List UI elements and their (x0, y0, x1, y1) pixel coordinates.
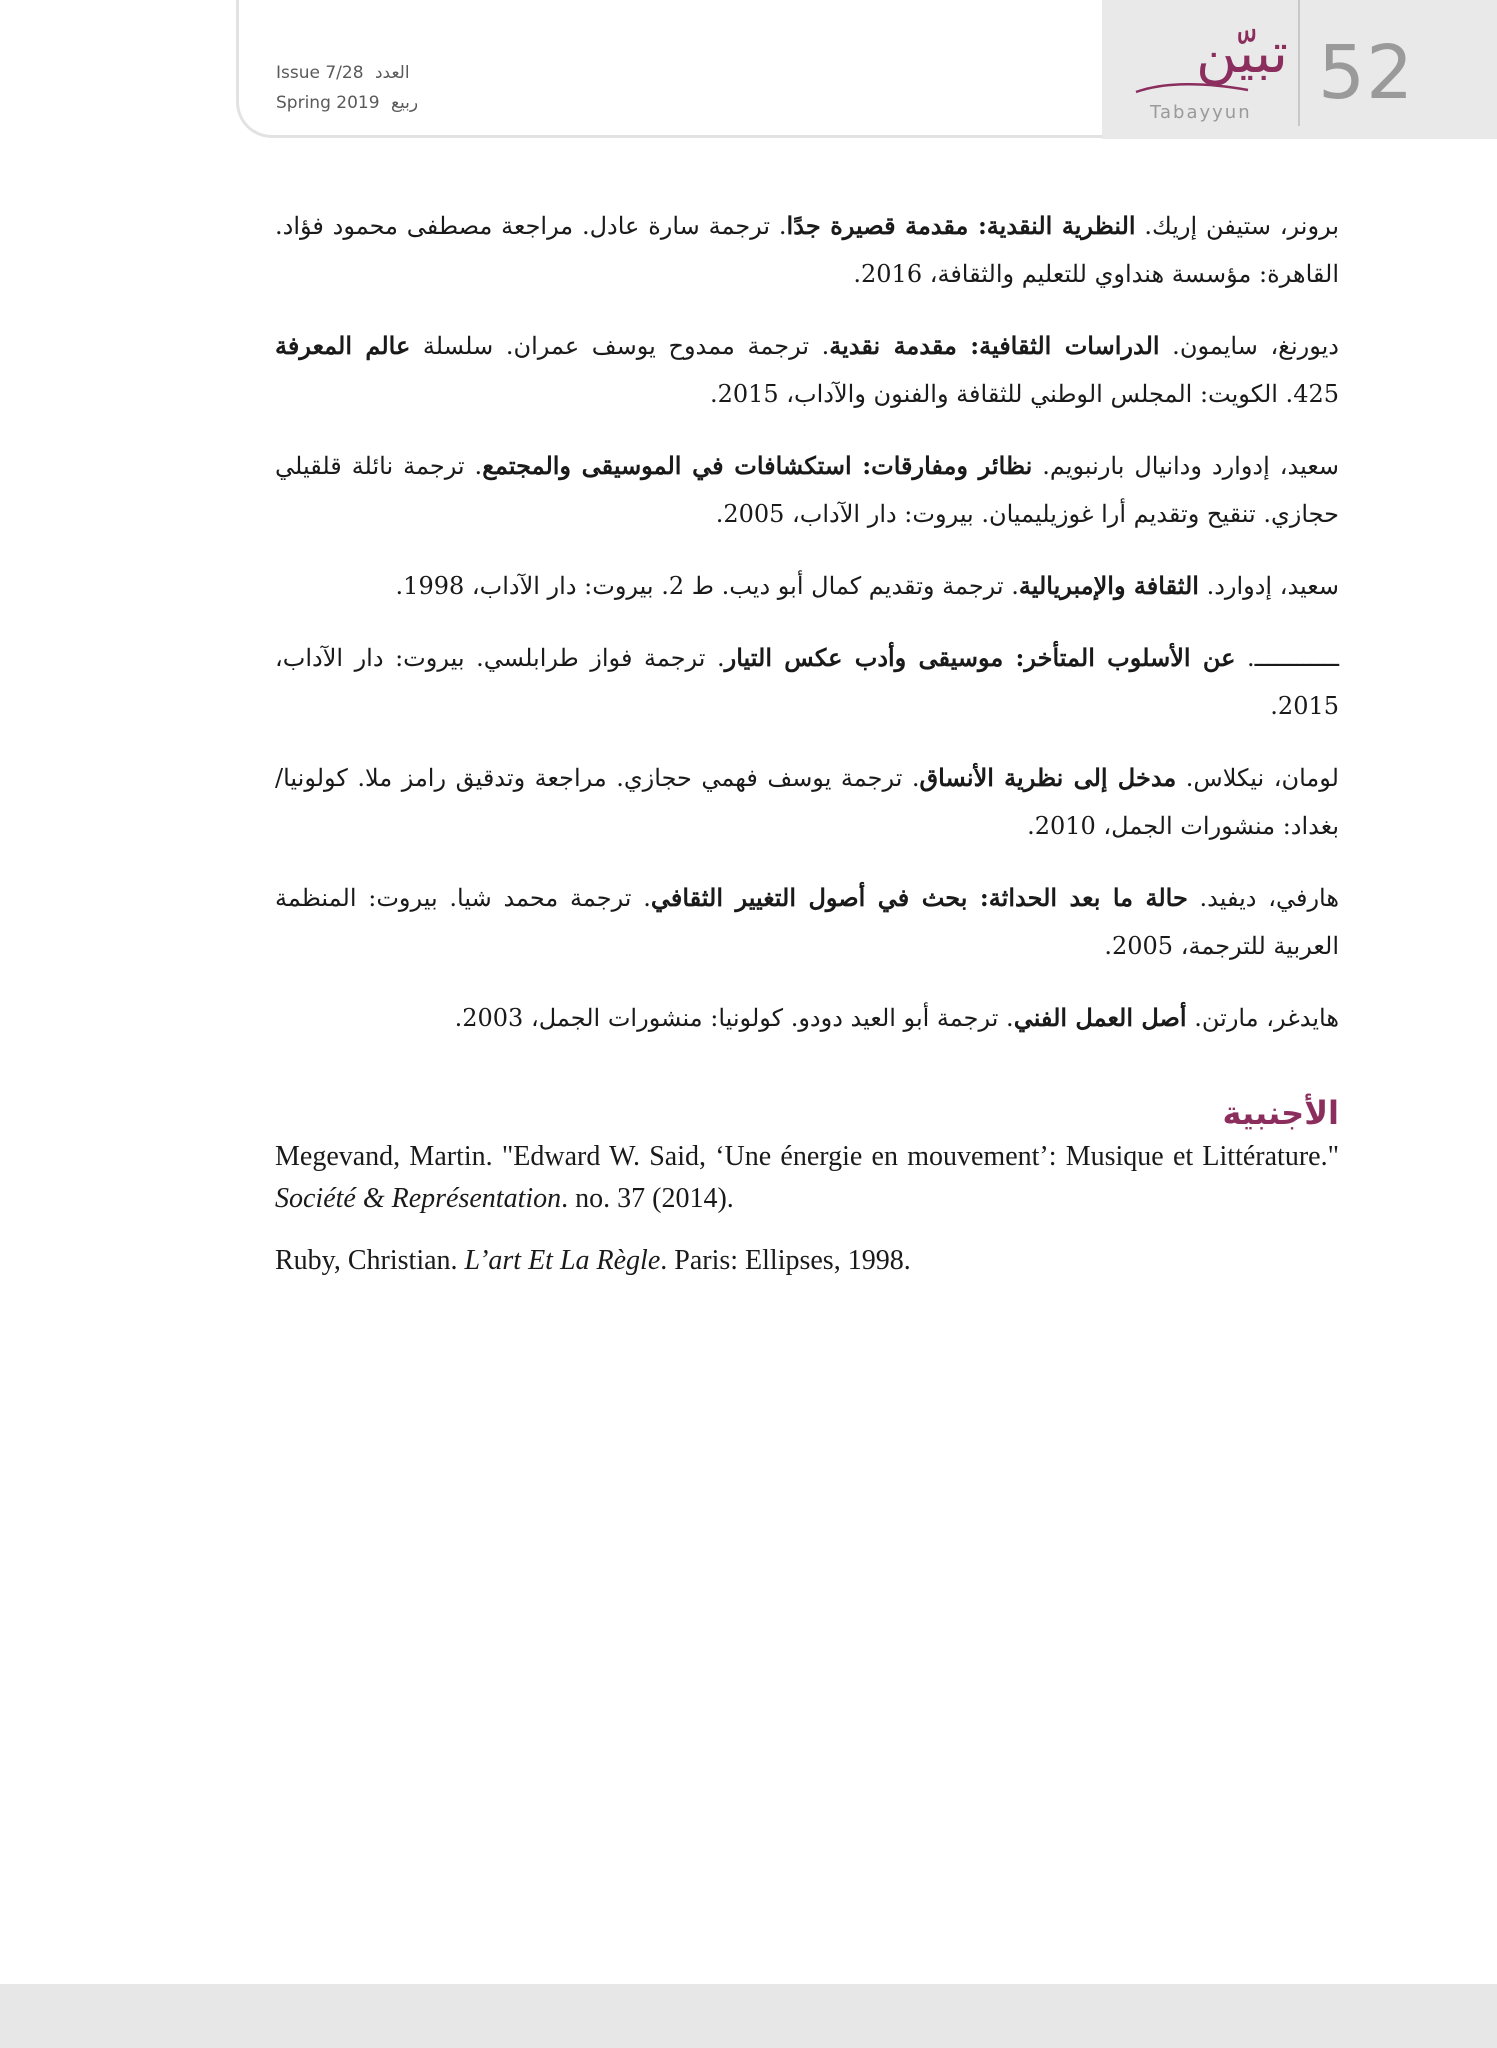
ref-series: عالم المعرفة (275, 331, 411, 360)
reference-entry (275, 562, 1339, 610)
ref-details: . ترجمة وتقديم كمال أبو ديب. ط 2. بيروت: دار الآداب، 1998. (395, 572, 1019, 600)
logo-latin-text: Tabayyun (1150, 102, 1252, 123)
ref-author: ديورنغ، سايمون. (1159, 332, 1339, 360)
page-number: 52 (1318, 30, 1415, 116)
ref-title: الدراسات الثقافية: مقدمة نقدية (829, 331, 1160, 360)
issue-info (276, 58, 418, 118)
issue-value: Issue 7/28 (276, 63, 364, 83)
ref-details: . ترجمة سارة عادل. مراجعة مصطفى محمود فؤاد. القاهرة: مؤسسة هنداوي للتعليم والثقافة، 2016. (275, 212, 1339, 288)
season-line (276, 88, 418, 118)
ref-details: . ترجمة فواز طرابلسي. بيروت: دار الآداب، 2015. (275, 644, 1339, 720)
header-divider (1298, 0, 1300, 126)
ref-title: عن الأسلوب المتأخر: موسيقى وأدب عكس التيار (724, 643, 1236, 672)
ref-title: النظرية النقدية: مقدمة قصيرة جدًا (786, 211, 1136, 240)
ref-details: . ترجمة ممدوح يوسف عمران. سلسلة (410, 332, 830, 360)
reference-entry (275, 874, 1339, 970)
issue-label-ar: العدد (374, 63, 410, 83)
ref-author: سعيد، إدوارد. (1198, 572, 1339, 600)
ref-author: هارفي، ديفيد. (1187, 884, 1339, 912)
ref-author: لومان، نيكلاس. (1176, 764, 1339, 792)
ref-author: سعيد، إدوارد ودانيال بارنبويم. (1032, 452, 1340, 480)
season-value: Spring 2019 (276, 93, 380, 113)
ref-details: . ترجمة محمد شيا. بيروت: المنظمة العربية للترجمة، 2005. (275, 884, 1339, 960)
reference-entry (275, 754, 1339, 850)
footer-band (0, 1984, 1497, 2048)
ref-author: برونر، ستيفن إريك. (1135, 212, 1339, 240)
reference-entry (275, 442, 1339, 538)
foreign-references-heading: الأجنبية (1222, 1094, 1339, 1132)
reference-entry (275, 322, 1339, 418)
season-label-ar: ربيع (390, 93, 419, 113)
reference-entry (275, 1136, 1339, 1220)
ref-author: Megevand, Martin. "Edward W. Said, ‘Une énergie en mouvement’: Musique et Littérature." (275, 1141, 1339, 1172)
ref-author: هايدغر، مارتن. (1186, 1004, 1339, 1032)
ref-details: . no. 37 (2014). (561, 1183, 734, 1214)
ref-details: . ترجمة أبو العيد دودو. كولونيا: منشورات الجمل، 2003. (454, 1004, 1014, 1032)
reference-entry (275, 1240, 1339, 1282)
ref-details: 425. الكويت: المجلس الوطني للثقافة والفنون والآداب، 2015. (709, 380, 1339, 408)
ref-details: . Paris: Ellipses, 1998. (660, 1245, 911, 1276)
references-list (275, 202, 1339, 1302)
reference-entry (275, 994, 1339, 1042)
reference-entry (275, 634, 1339, 730)
ref-title: نظائر ومفارقات: استكشافات في الموسيقى والمجتمع (482, 451, 1033, 480)
ref-title: Société & Représentation (275, 1183, 562, 1214)
ref-title: مدخل إلى نظرية الأنساق (919, 763, 1177, 792)
ref-details: . ترجمة يوسف فهمي حجازي. مراجعة وتدقيق رامز ملا. كولونيا/ بغداد: منشورات الجمل، 2010. (275, 764, 1339, 840)
ref-title: حالة ما بعد الحداثة: بحث في أصول التغيير الثقافي (650, 883, 1188, 912)
reference-entry (275, 202, 1339, 298)
ref-title: L’art Et La Règle (464, 1245, 661, 1276)
ref-author: Ruby, Christian. (275, 1245, 465, 1276)
tabayyun-logo (1128, 21, 1288, 130)
ref-details: . ترجمة نائلة قلقيلي حجازي. تنقيح وتقديم أرا غوزيليميان. بيروت: دار الآداب، 2005. (275, 452, 1339, 528)
ref-author: ــــــــــــ. (1235, 644, 1339, 672)
logo-arabic-text: تبيّن (1195, 21, 1288, 86)
ref-title: أصل العمل الفني (1013, 1003, 1187, 1032)
ref-title: الثقافة والإمبريالية (1018, 571, 1199, 600)
issue-line (276, 58, 418, 88)
logo-swash-icon (1134, 80, 1250, 100)
